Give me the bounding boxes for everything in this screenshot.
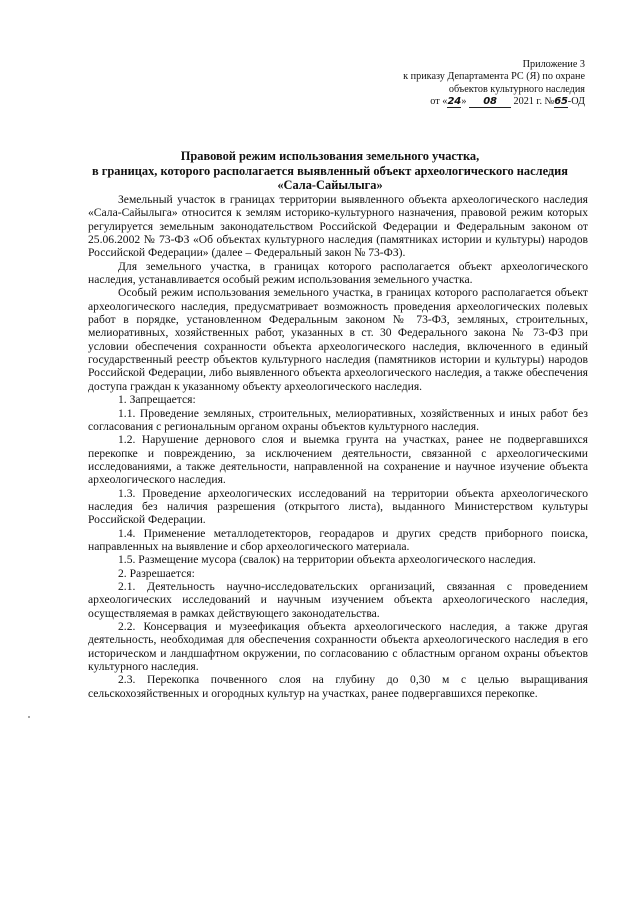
document-title xyxy=(70,149,590,193)
date-month: 08 xyxy=(469,97,511,108)
scan-speck xyxy=(28,716,30,718)
order-number: 65 xyxy=(554,96,568,108)
date-prefix: от « xyxy=(430,96,448,108)
document-body xyxy=(88,193,588,700)
date-mid: » xyxy=(461,96,469,108)
title-line-2: в границах, которого располагается выявленный объект археологического наследия xyxy=(91,163,569,178)
item-1-2: 1.2. Нарушение дернового слоя и выемка грунта на участках, ранее не подвергавшихся перекопке и повреждению, за исключением деятельности, связанной с археологическими исследованиями, а также деятельности, направленной на сохранение и научное изучение объекта археологического наследия. xyxy=(88,433,588,487)
item-2-2: 2.2. Консервация и музеефикация объекта археологического наследия, а также другая деятельность, необходимая для обеспечения сохранности объекта археологического наследия в его историческом и ландшафтном окружении, по согласованию с областным органом охраны объектов культурного наследия. xyxy=(88,620,588,674)
appendix-department: объектов культурного наследия xyxy=(448,83,585,95)
item-2-3: 2.3. Перекопка почвенного слоя на глубину до 0,30 м с целью выращивания сельскохозяйственных и огородных культур на участках, ранее подвергавшихся перекопке. xyxy=(88,673,588,700)
appendix-order-ref: к приказу Департамента РС (Я) по охране xyxy=(403,71,585,83)
title-line-3: «Сала-Сайылыга» xyxy=(277,178,383,193)
date-year: 2021 г. № xyxy=(510,96,555,108)
paragraph-regime: Для земельного участка, в границах которого располагается объект археологического наследия, устанавливается особый режим использования земельного участка. xyxy=(88,259,588,287)
title-line-1: Правовой режим использования земельного участка, xyxy=(180,149,480,163)
date-suffix: -ОД xyxy=(567,96,585,108)
appendix-header xyxy=(345,59,585,109)
section-allowed-heading: 2. Разрешается: xyxy=(118,566,195,580)
item-1-5: 1.5. Размещение мусора (свалок) на территории объекта археологического наследия. xyxy=(118,553,536,567)
item-1-3: 1.3. Проведение археологических исследований на территории объекта археологического наследия без наличия разрешения (открытого листа), выданного Министерством культуры Российской Федерации. xyxy=(88,486,588,527)
item-1-1: 1.1. Проведение земляных, строительных, мелиоративных, хозяйственных и иных работ без согласования с региональным органом охраны объектов культурного наследия. xyxy=(88,406,588,433)
date-day: 24 xyxy=(447,96,462,108)
section-prohibited-heading: 1. Запрещается: xyxy=(118,393,196,407)
paragraph-intro: Земельный участок в границах территории выявленного объекта археологического наследия «Сала-Сайылыга» относится к землям историко-культурного назначения, правовой режим которых регулируется земельным законодательством Российской Федерации и Федеральным законом от 25.06.2002 № 73-ФЗ «Об объектах культурного наследия (памятниках истории и культуры) народов Российской Федерации» (далее – Федеральный закон № 73-ФЗ). xyxy=(88,193,588,260)
appendix-date-line xyxy=(345,96,585,108)
item-2-1: 2.1. Деятельность научно-исследовательских организаций, связанная с проведением археологических исследований и научным изучением объекта археологического наследия, осуществляемая в рамках действующего законодательства. xyxy=(88,579,588,620)
item-1-4: 1.4. Применение металлодетекторов, георадаров и других средств приборного поиска, направленных на выявление и сбор археологического материала. xyxy=(88,526,588,553)
paragraph-special-regime: Особый режим использования земельного участка, в границах которого располагается объект археологического наследия, предусматривает возможность проведения археологических полевых работ в порядке, установленном Федеральным законом № 73-ФЗ, земляных, строительных, мелиоративных, хозяйственных работ, указанных в ст. 30 Федерального закона № 73-ФЗ при условии обеспечения сохранности объекта археологического наследия, включенного в единый государственный реестр объектов культурного наследия (памятников истории и культуры) народов Российской Федерации, либо выявленного объекта археологического наследия, а также обеспечения доступа граждан к указанному объекту археологического наследия. xyxy=(88,286,588,393)
appendix-label: Приложение 3 xyxy=(522,59,585,70)
